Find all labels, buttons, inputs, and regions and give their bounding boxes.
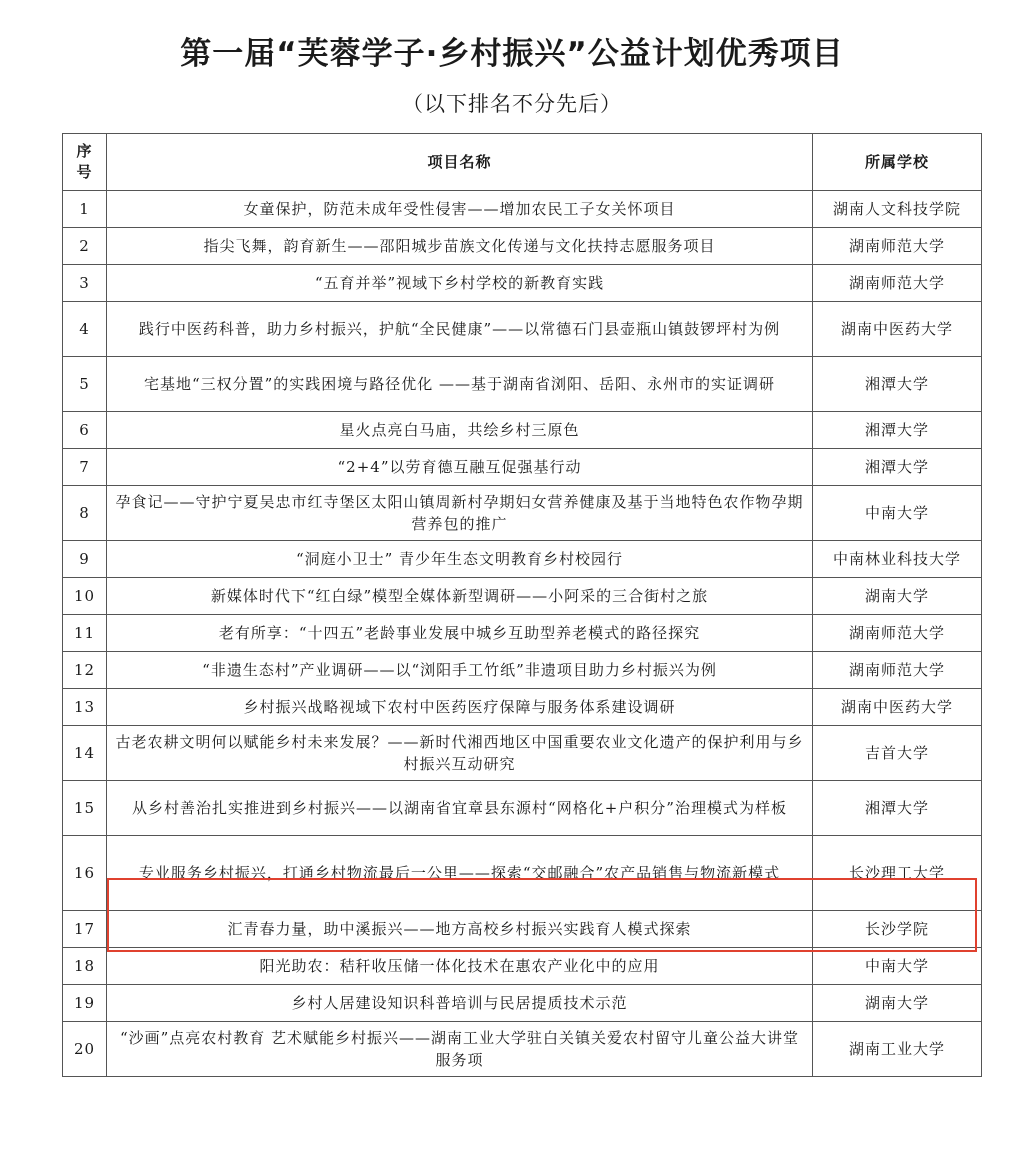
table-row [63, 689, 982, 726]
table-row [63, 652, 982, 689]
row-number: 7 [63, 449, 107, 486]
row-school: 湘潭大学 [813, 412, 982, 449]
row-project-name: 从乡村善治扎实推进到乡村振兴——以湖南省宜章县东源村“网格化+户积分”治理模式为样板 [107, 781, 813, 836]
table-row [63, 228, 982, 265]
table-row [63, 486, 982, 541]
row-project-name: 乡村振兴战略视域下农村中医药医疗保障与服务体系建设调研 [107, 689, 813, 726]
table-row [63, 836, 982, 911]
row-number: 9 [63, 541, 107, 578]
row-number: 14 [63, 726, 107, 781]
table-row [63, 357, 982, 412]
table-row [63, 541, 982, 578]
table-row [63, 578, 982, 615]
header-project-name: 项目名称 [107, 134, 813, 191]
row-project-name: 践行中医药科普，助力乡村振兴，护航“全民健康”——以常德石门县壶瓶山镇鼓锣坪村为例 [107, 302, 813, 357]
row-number: 16 [63, 836, 107, 911]
row-number: 20 [63, 1022, 107, 1077]
row-project-name: 新媒体时代下“红白绿”模型全媒体新型调研——小阿采的三合街村之旅 [107, 578, 813, 615]
table-row [63, 726, 982, 781]
row-school: 湖南大学 [813, 985, 982, 1022]
row-school: 湖南师范大学 [813, 652, 982, 689]
row-number: 2 [63, 228, 107, 265]
row-project-name: “五育并举”视域下乡村学校的新教育实践 [107, 265, 813, 302]
row-number: 5 [63, 357, 107, 412]
header-school: 所属学校 [813, 134, 982, 191]
row-school: 湖南人文科技学院 [813, 191, 982, 228]
row-school: 中南大学 [813, 486, 982, 541]
table-row [63, 449, 982, 486]
row-school: 湘潭大学 [813, 781, 982, 836]
row-school: 湖南中医药大学 [813, 302, 982, 357]
row-school: 中南林业科技大学 [813, 541, 982, 578]
row-number: 12 [63, 652, 107, 689]
row-school: 长沙学院 [813, 911, 982, 948]
row-number: 1 [63, 191, 107, 228]
table-row [63, 412, 982, 449]
row-number: 11 [63, 615, 107, 652]
table-row [63, 615, 982, 652]
table-row [63, 985, 982, 1022]
page-title: 第一届“芙蓉学子·乡村振兴”公益计划优秀项目 [180, 36, 844, 72]
row-number: 10 [63, 578, 107, 615]
row-number: 19 [63, 985, 107, 1022]
table-row [63, 781, 982, 836]
table-row [63, 948, 982, 985]
row-school: 湖南工业大学 [813, 1022, 982, 1077]
row-project-name: 专业服务乡村振兴，打通乡村物流最后一公里——探索“交邮融合”农产品销售与物流新模式 [107, 836, 813, 911]
table-row [63, 265, 982, 302]
row-school: 湘潭大学 [813, 449, 982, 486]
row-project-name: 古老农耕文明何以赋能乡村未来发展？——新时代湘西地区中国重要农业文化遗产的保护利用与乡村振兴互动研究 [107, 726, 813, 781]
row-school: 湖南中医药大学 [813, 689, 982, 726]
row-school: 中南大学 [813, 948, 982, 985]
row-project-name: 阳光助农：秸秆收压储一体化技术在惠农产业化中的应用 [107, 948, 813, 985]
header-number-line1: 序 [76, 142, 93, 160]
row-school: 湖南大学 [813, 578, 982, 615]
row-school: 湖南师范大学 [813, 265, 982, 302]
row-project-name: 孕食记——守护宁夏吴忠市红寺堡区太阳山镇周新村孕期妇女营养健康及基于当地特色农作物孕期营养包的推广 [107, 486, 813, 541]
row-project-name: 乡村人居建设知识科普培训与民居提质技术示范 [107, 985, 813, 1022]
row-project-name: 老有所享：“十四五”老龄事业发展中城乡互助型养老模式的路径探究 [107, 615, 813, 652]
row-school: 湘潭大学 [813, 357, 982, 412]
row-project-name: 汇青春力量，助中溪振兴——地方高校乡村振兴实践育人模式探索 [107, 911, 813, 948]
row-school: 湖南师范大学 [813, 228, 982, 265]
header-number [63, 134, 107, 191]
table-row [63, 911, 982, 948]
row-number: 4 [63, 302, 107, 357]
row-number: 13 [63, 689, 107, 726]
header-number-line2: 号 [76, 163, 93, 181]
table-header-row [63, 134, 982, 191]
row-number: 3 [63, 265, 107, 302]
row-school: 湖南师范大学 [813, 615, 982, 652]
row-number: 17 [63, 911, 107, 948]
row-number: 6 [63, 412, 107, 449]
table-row [63, 1022, 982, 1077]
row-school: 吉首大学 [813, 726, 982, 781]
row-number: 15 [63, 781, 107, 836]
row-project-name: 指尖飞舞，韵育新生——邵阳城步苗族文化传递与文化扶持志愿服务项目 [107, 228, 813, 265]
page-subtitle: （以下排名不分先后） [402, 92, 622, 116]
row-project-name: “非遗生态村”产业调研——以“浏阳手工竹纸”非遗项目助力乡村振兴为例 [107, 652, 813, 689]
row-number: 18 [63, 948, 107, 985]
row-project-name: 宅基地“三权分置”的实践困境与路径优化 ——基于湖南省浏阳、岳阳、永州市的实证调研 [107, 357, 813, 412]
row-school: 长沙理工大学 [813, 836, 982, 911]
row-project-name: “洞庭小卫士” 青少年生态文明教育乡村校园行 [107, 541, 813, 578]
table-row [63, 191, 982, 228]
row-project-name: “沙画”点亮农村教育 艺术赋能乡村振兴——湖南工业大学驻白关镇关爱农村留守儿童公益大讲堂服务项 [107, 1022, 813, 1077]
row-project-name: 女童保护，防范未成年受性侵害——增加农民工子女关怀项目 [107, 191, 813, 228]
table-row [63, 302, 982, 357]
row-number: 8 [63, 486, 107, 541]
table-body [63, 191, 982, 1077]
row-project-name: “2+4”以劳育德互融互促强基行动 [107, 449, 813, 486]
row-project-name: 星火点亮白马庙，共绘乡村三原色 [107, 412, 813, 449]
project-table [62, 133, 982, 1077]
